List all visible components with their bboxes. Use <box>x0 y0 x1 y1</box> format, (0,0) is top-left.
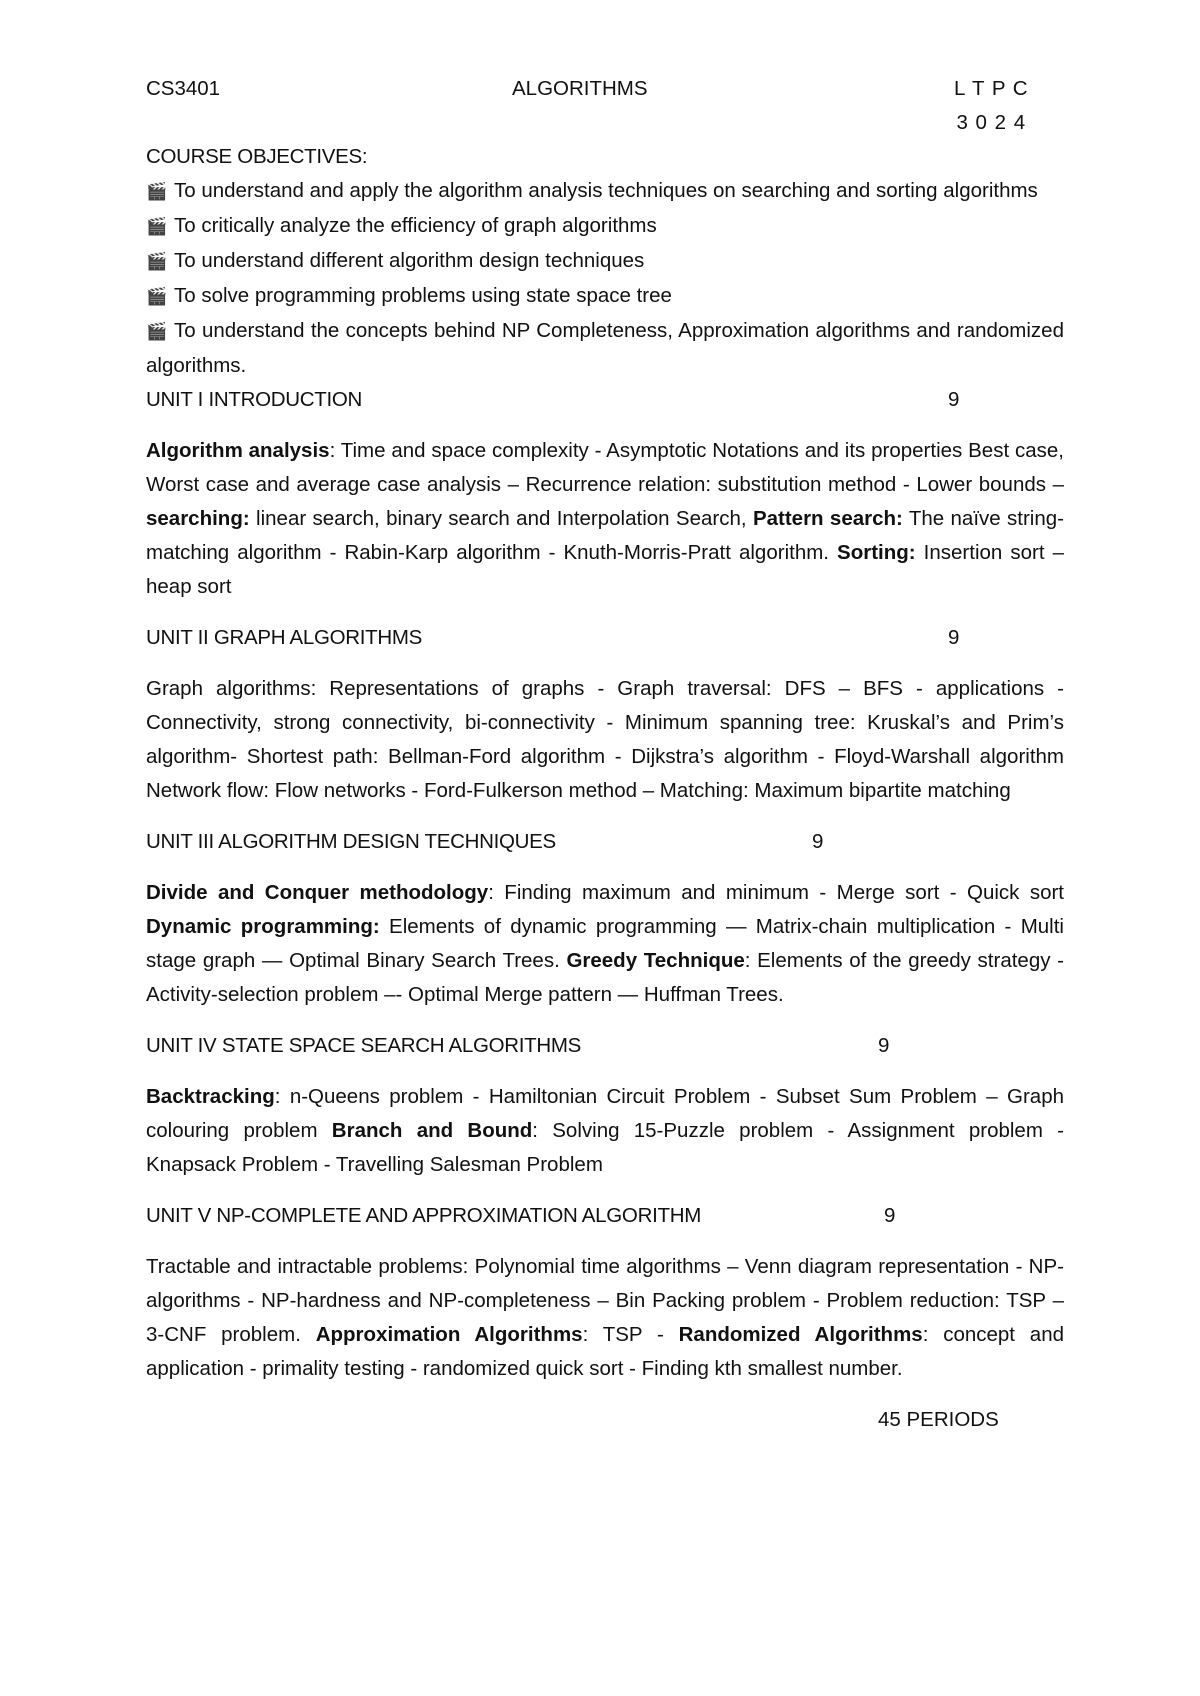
unit-title: UNIT I INTRODUCTION <box>146 388 362 411</box>
unit-heading <box>146 1199 1064 1233</box>
topic-text: : concept and application - primality testing - randomized quick sort - Finding kth smallest number. <box>146 1323 1064 1380</box>
topic-heading: Divide and Conquer methodology <box>146 881 489 904</box>
syllabus-page <box>146 72 1064 1437</box>
objective-item <box>146 174 1064 209</box>
topic-text: Insertion sort – heap sort <box>146 541 1064 598</box>
topic-text: : TSP - <box>582 1323 679 1346</box>
topic-heading: Backtracking <box>146 1085 275 1108</box>
unit-hours: 9 <box>884 1204 896 1227</box>
unit-content <box>146 1080 1064 1182</box>
units-container <box>146 383 1064 1386</box>
clapperboard-icon: 🎬 <box>146 287 168 306</box>
unit-hours: 9 <box>948 388 960 411</box>
objective-item <box>146 314 1064 383</box>
total-periods-label: 45 PERIODS <box>878 1408 999 1431</box>
topic-text: : n-Queens problem - Hamiltonian Circuit Problem - Subset Sum Problem – Graph colouring problem <box>146 1085 1064 1142</box>
clapperboard-icon: 🎬 <box>146 217 168 236</box>
unit-heading <box>146 621 1064 655</box>
unit-title: UNIT V NP-COMPLETE AND APPROXIMATION ALGORITHM <box>146 1204 701 1227</box>
objectives-title: COURSE OBJECTIVES: <box>146 145 368 168</box>
unit-title: UNIT IV STATE SPACE SEARCH ALGORITHMS <box>146 1034 582 1057</box>
unit-hours: 9 <box>948 626 960 649</box>
ltpc-label: L T P C <box>954 77 1029 100</box>
topic-text: Graph algorithms: Representations of graphs - Graph traversal: DFS – BFS - applications - Connectivity, strong connectivity, bi-connectivity - Minimum spanning tree: Kruskal’s and Prim’s algorithm- Shortest path: Bellman-Ford algorithm - Dijkstra’s algorithm - Floyd-Warshall algorithm Network flow: Flow networks - Ford-Fulkerson method – Matching: Maximum bipartite matching <box>146 677 1064 802</box>
topic-text: linear search, binary search and Interpolation Search, <box>249 507 753 530</box>
course-title: ALGORITHMS <box>512 77 648 100</box>
objective-item <box>146 209 1064 244</box>
unit-title: UNIT II GRAPH ALGORITHMS <box>146 626 423 649</box>
objective-text: To understand and apply the algorithm analysis techniques on searching and sorting algorithms <box>174 179 1038 202</box>
clapperboard-icon: 🎬 <box>146 182 168 201</box>
objectives-list <box>146 174 1064 383</box>
unit-heading <box>146 383 1064 417</box>
unit-heading <box>146 825 1064 859</box>
unit-content <box>146 434 1064 604</box>
topic-text: Elements of dynamic programming — Matrix-chain multiplication - Multi stage graph — Optimal Binary Search Trees. <box>146 915 1064 972</box>
topic-heading: Pattern search: <box>752 507 903 530</box>
objective-item <box>146 279 1064 314</box>
ltpc-values: 3 0 2 4 <box>956 111 1027 134</box>
topic-heading: Algorithm analysis <box>146 439 330 462</box>
topic-text: : Elements of the greedy strategy - Activity-selection problem –- Optimal Merge pattern — Huffman Trees. <box>146 949 1064 1006</box>
topic-text: : Time and space complexity - Asymptotic Notations and its properties Best case, Worst case and average case analysis – Recurrence relation: substitution method - Lower bounds – <box>146 439 1064 496</box>
topic-heading: Greedy Technique <box>566 949 745 972</box>
unit-hours: 9 <box>878 1034 890 1057</box>
unit-heading <box>146 1029 1064 1063</box>
unit-content <box>146 1250 1064 1386</box>
objective-item <box>146 244 1064 279</box>
topic-heading: searching: <box>146 507 250 530</box>
topic-text: : Solving 15-Puzzle problem - Assignment problem - Knapsack Problem - Travelling Salesman Problem <box>146 1119 1064 1176</box>
unit-content <box>146 876 1064 1012</box>
unit-content <box>146 672 1064 808</box>
topic-heading: Dynamic programming: <box>146 915 380 938</box>
objective-text: To understand the concepts behind NP Completeness, Approximation algorithms and randomized algorithms. <box>146 319 1064 377</box>
topic-heading: Randomized Algorithms <box>678 1323 923 1346</box>
clapperboard-icon: 🎬 <box>146 322 168 341</box>
unit-hours: 9 <box>812 830 824 853</box>
topic-text: Tractable and intractable problems: Polynomial time algorithms – Venn diagram representation - NP-algorithms - NP-hardness and NP-completeness – Bin Packing problem - Problem reduction: TSP – 3-CNF problem. <box>146 1255 1064 1346</box>
objective-text: To understand different algorithm design techniques <box>174 249 645 272</box>
objective-text: To critically analyze the efficiency of graph algorithms <box>174 214 657 237</box>
course-header <box>146 72 1064 140</box>
topic-heading: Sorting: <box>837 541 916 564</box>
clapperboard-icon: 🎬 <box>146 252 168 271</box>
topic-text: : Finding maximum and minimum - Merge sort - Quick sort <box>488 881 1064 904</box>
objective-text: To solve programming problems using state space tree <box>174 284 672 307</box>
topic-text: The naïve string-matching algorithm - Rabin-Karp algorithm - Knuth-Morris-Pratt algorithm. <box>146 507 1064 564</box>
course-code: CS3401 <box>146 77 221 100</box>
topic-heading: Approximation Algorithms <box>315 1323 583 1346</box>
unit-title: UNIT III ALGORITHM DESIGN TECHNIQUES <box>146 830 556 853</box>
total-periods <box>146 1403 1064 1437</box>
topic-heading: Branch and Bound <box>331 1119 533 1142</box>
ltpc-block <box>954 72 1029 140</box>
